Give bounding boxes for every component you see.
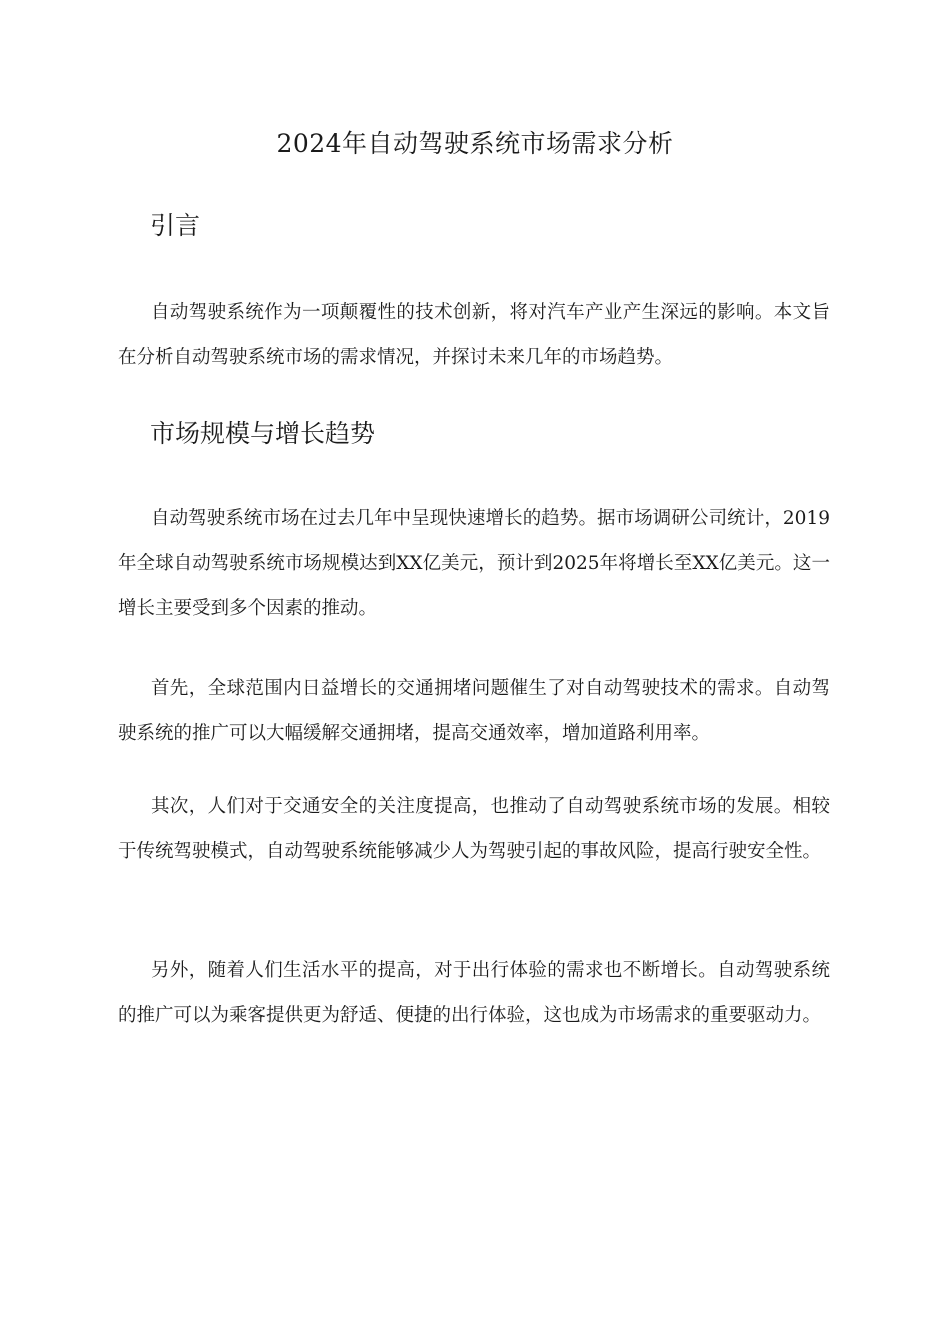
- section-heading-intro: 引言: [150, 211, 201, 240]
- market-paragraph-2: 首先，全球范围内日益增长的交通拥堵问题催生了对自动驾驶技术的需求。自动驾驶系统的推广可以大幅缓解交通拥堵，提高交通效率，增加道路利用率。: [118, 678, 830, 744]
- section-heading-market: 市场规模与增长趋势: [150, 419, 376, 448]
- market-paragraph-4: 另外，随着人们生活水平的提高，对于出行体验的需求也不断增长。自动驾驶系统的推广可以为乘客提供更为舒适、便捷的出行体验，这也成为市场需求的重要驱动力。: [118, 960, 830, 1026]
- intro-paragraph: 自动驾驶系统作为一项颠覆性的技术创新，将对汽车产业产生深远的影响。本文旨在分析自动驾驶系统市场的需求情况，并探讨未来几年的市场趋势。: [118, 302, 830, 368]
- market-paragraph-3: 其次，人们对于交通安全的关注度提高，也推动了自动驾驶系统市场的发展。相较于传统驾驶模式，自动驾驶系统能够减少人为驾驶引起的事故风险，提高行驶安全性。: [118, 796, 830, 862]
- document-title: 2024年自动驾驶系统市场需求分析: [276, 129, 674, 158]
- market-paragraph-1: 自动驾驶系统市场在过去几年中呈现快速增长的趋势。据市场调研公司统计，2019年全球自动驾驶系统市场规模达到XX亿美元，预计到2025年将增长至XX亿美元。这一增长主要受到多个因素的推动。: [118, 508, 830, 619]
